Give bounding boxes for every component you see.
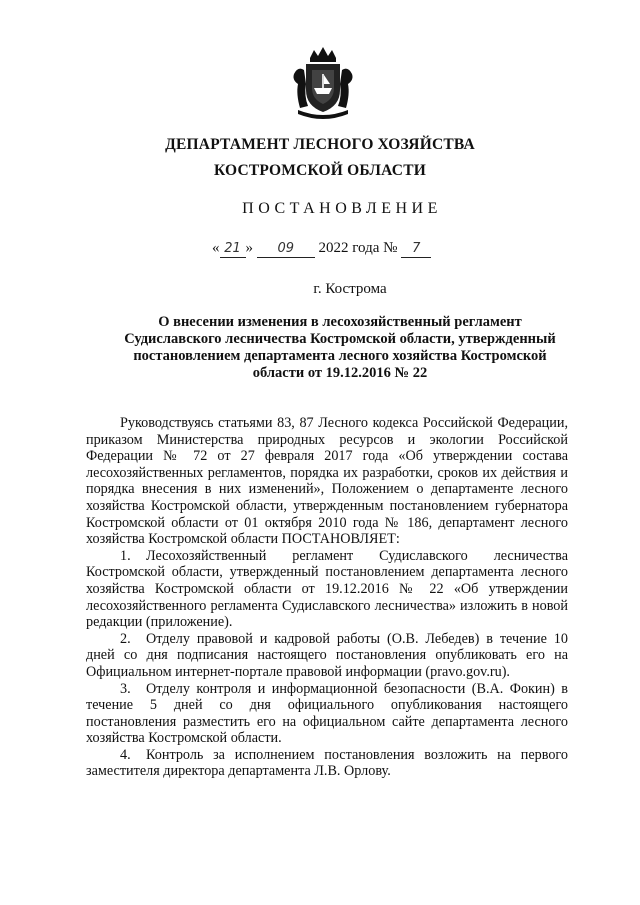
- date-close-quote: »: [245, 240, 253, 256]
- date-open-quote: «: [212, 240, 220, 256]
- preamble-paragraph: Руководствуясь статьями 83, 87 Лесного кодекса Российской Федерации, приказом Министерства природных ресурсов и экологии Российской Федерации № 72 от 27 февраля 2017 года «Об утверждении состава лесохозяйственных регламентов, порядка их разработки, сроков их действия и порядка внесения в них изменений», Положением о департаменте лесного хозяйства Костромской области, утвержденным постановлением губернатора Костромской области от 01 октября 2010 года № 186, департамент лесного хозяйства Костромской области ПОСТАНОВЛЯЕТ:: [86, 415, 568, 548]
- date-month: 09: [257, 241, 315, 258]
- kostroma-coat-of-arms-icon: [288, 44, 358, 124]
- list-item: [86, 747, 568, 780]
- item-number: 2.: [120, 630, 131, 647]
- item-text: Отделу правовой и кадровой работы (О.В. Лебедев) в течение 10 дней со дня подписания настоящего постановления опубликовать его на Официальном интернет-портале правовой информации (pravo.gov.ru).: [86, 630, 568, 680]
- date-day: 21: [220, 241, 246, 258]
- item-number: 3.: [120, 680, 131, 697]
- date-year-text: 2022 года №: [318, 240, 398, 256]
- list-item: [86, 631, 568, 681]
- date-line: [212, 240, 431, 258]
- item-number: 1.: [120, 547, 131, 564]
- list-item: [86, 681, 568, 747]
- subject-line: области от 19.12.2016 № 22: [252, 365, 428, 381]
- document-number: 7: [401, 241, 431, 258]
- department-name-line2: КОСТРОМСКОЙ ОБЛАСТИ: [213, 162, 426, 179]
- document-body: [86, 415, 568, 780]
- item-number: 4.: [120, 746, 131, 763]
- department-name-line1: ДЕПАРТАМЕНТ ЛЕСНОГО ХОЗЯЙСТВА: [165, 136, 475, 153]
- subject-line: О внесении изменения в лесохозяйственный регламент: [158, 314, 522, 330]
- list-item: [86, 548, 568, 631]
- subject-line: постановлением департамента лесного хозяйства Костромской: [133, 348, 547, 364]
- item-text: Контроль за исполнением постановления возложить на первого заместителя директора департамента Л.В. Орлову.: [86, 746, 568, 780]
- item-text: Лесохозяйственный регламент Судиславского лесничества Костромской области, утвержденный постановлением департамента лесного хозяйства Костромской области от 19.12.2016 № 22 «Об утверждении лесохозяйственного регламента Судиславского лесничества» изложить в новой редакции (приложение).: [86, 547, 568, 631]
- document-type: ПОСТАНОВЛЕНИЕ: [242, 200, 442, 217]
- city: г. Кострома: [313, 281, 387, 297]
- item-text: Отделу контроля и информационной безопасности (В.А. Фокин) в течение 5 дней со дня официального опубликования настоящего постановления разместить его на официальном сайте департамента лесного хозяйства Костромской области.: [86, 680, 568, 747]
- subject-line: Судиславского лесничества Костромской области, утвержденный: [124, 331, 556, 347]
- document-subject: [0, 314, 640, 382]
